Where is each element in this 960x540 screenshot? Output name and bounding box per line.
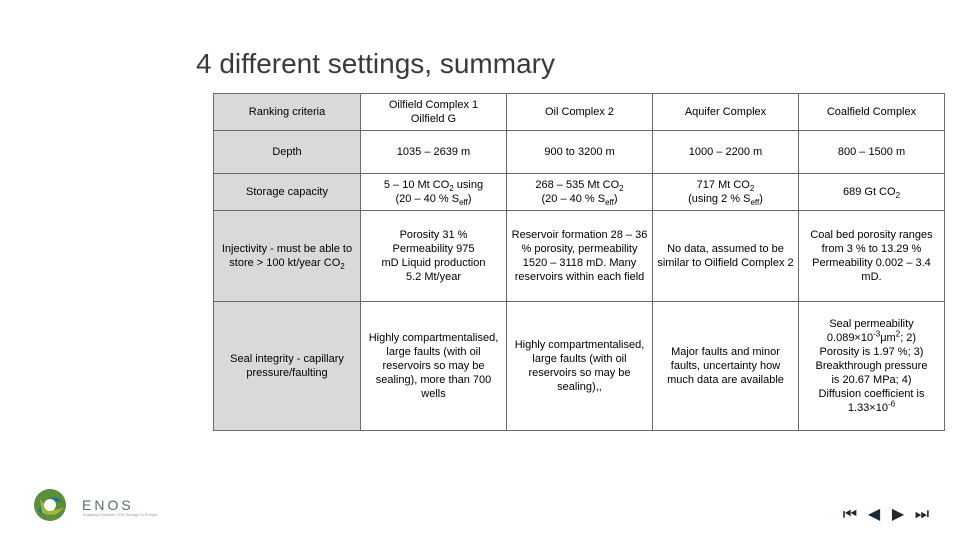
header-coalfield-complex: Coalfield Complex: [799, 94, 945, 131]
subscript: eff: [459, 198, 468, 208]
criteria-injectivity-text: Injectivity - must be able to store > 100 kt/year CO: [221, 243, 353, 269]
superscript: -6: [887, 399, 896, 409]
injectivity-oilfield-1-line3: mD Liquid production: [381, 257, 486, 269]
header-oilfield-complex-1: [361, 94, 507, 131]
criteria-storage-capacity: Storage capacity: [214, 174, 361, 211]
storage-oilfield-1: [361, 174, 507, 211]
subscript: eff: [605, 198, 614, 208]
subscript: 2: [449, 184, 454, 194]
storage-aquifer: [653, 174, 799, 211]
subscript: eff: [750, 198, 760, 208]
summary-table: [213, 93, 945, 431]
storage-oilfield-1-text2: using: [453, 179, 484, 191]
header-ranking-criteria: Ranking criteria: [214, 94, 361, 131]
seal-coalfield-line6: Diffusion coefficient is: [818, 388, 925, 400]
table-row-seal: [214, 302, 945, 431]
criteria-depth: Depth: [214, 131, 361, 174]
subscript: 2: [340, 262, 345, 272]
table-row-header: [214, 94, 945, 131]
seal-coalfield-line1: Seal permeability: [829, 318, 914, 330]
paren: ): [613, 193, 618, 205]
depth-aquifer: 1000 – 2200 m: [653, 131, 799, 174]
seal-oilfield-1: Highly compartmentalised, large faults (with oil reservoirs so may be sealing), more than 700 wells: [361, 302, 507, 431]
header-oilfield-complex-1-line1: Oilfield Complex 1: [388, 99, 479, 111]
storage-aquifer-text: 717 Mt CO: [696, 179, 750, 191]
seal-coalfield: [799, 302, 945, 431]
storage-oilfield-1-range: (20 – 40 % S: [395, 193, 460, 205]
header-oil-complex-2: Oil Complex 2: [507, 94, 653, 131]
header-oilfield-complex-1-line2: Oilfield G: [410, 113, 457, 125]
injectivity-oilfield-1: [361, 211, 507, 302]
injectivity-oilfield-1-line4: 5.2 Mt/year: [405, 271, 462, 283]
injectivity-aquifer: No data, assumed to be similar to Oilfield Complex 2: [653, 211, 799, 302]
injectivity-oilfield-1-line2: Permeability 975: [392, 243, 475, 255]
logo-subtitle: Enabling Onshore CO2 Storage in Europe: [83, 512, 158, 517]
previous-slide-icon[interactable]: ◀: [867, 506, 881, 523]
storage-aquifer-range: (using 2 % S: [688, 193, 751, 205]
depth-coalfield: 800 – 1500 m: [799, 131, 945, 174]
storage-coalfield-text: 689 Gt CO: [842, 186, 896, 198]
logo-name: ENOS: [82, 497, 134, 513]
last-slide-icon[interactable]: ⏭: [914, 506, 930, 523]
storage-oil-2: [507, 174, 653, 211]
first-slide-icon[interactable]: ⏮: [842, 506, 858, 523]
superscript: 2: [895, 329, 901, 339]
slide-navigation: [840, 505, 932, 525]
seal-aquifer: Major faults and minor faults, uncertainty how much data are available: [653, 302, 799, 431]
seal-coalfield-line4: Breakthrough pressure: [815, 360, 928, 372]
seal-coalfield-line5: is 20.67 MPa; 4): [831, 374, 912, 386]
table-row-injectivity: [214, 211, 945, 302]
table-row-storage: [214, 174, 945, 211]
subscript: 2: [895, 191, 901, 201]
seal-coalfield-line7: 1.33×10: [847, 402, 888, 414]
criteria-injectivity: [214, 211, 361, 302]
seal-coalfield-line3: Porosity is 1.97 %; 3): [819, 346, 924, 358]
storage-oilfield-1-text: 5 – 10 Mt CO: [383, 179, 450, 191]
subscript: 2: [619, 184, 624, 194]
storage-oil-2-range: (20 – 40 % S: [541, 193, 606, 205]
seal-coalfield-line2: 0.089×10: [826, 332, 874, 344]
depth-oilfield-1: 1035 – 2639 m: [361, 131, 507, 174]
paren: ): [467, 193, 472, 205]
storage-oil-2-text: 268 – 535 Mt CO: [535, 179, 620, 191]
depth-oil-2: 900 to 3200 m: [507, 131, 653, 174]
injectivity-oilfield-1-line1: Porosity 31 %: [399, 229, 468, 241]
slide-title: 4 different settings, summary: [196, 48, 555, 79]
injectivity-oil-2: Reservoir formation 28 – 36 % porosity, permeability 1520 – 3118 mD. Many reservoirs within each field: [507, 211, 653, 302]
superscript: -3: [873, 329, 881, 339]
storage-coalfield: [799, 174, 945, 211]
header-aquifer-complex: Aquifer Complex: [653, 94, 799, 131]
unit: μm: [880, 332, 896, 344]
table-row-depth: [214, 131, 945, 174]
paren: ): [759, 193, 763, 205]
injectivity-coalfield: Coal bed porosity ranges from 3 % to 13.29 % Permeability 0.002 – 3.4 mD.: [799, 211, 945, 302]
criteria-seal-integrity: Seal integrity - capillary pressure/faulting: [214, 302, 361, 431]
seal-oil-2: Highly compartmentalised, large faults (with oil reservoirs so may be sealing),,: [507, 302, 653, 431]
subscript: 2: [749, 184, 755, 194]
seal-coalfield-line2-end: ; 2): [900, 332, 917, 344]
next-slide-icon[interactable]: ▶: [891, 506, 905, 523]
